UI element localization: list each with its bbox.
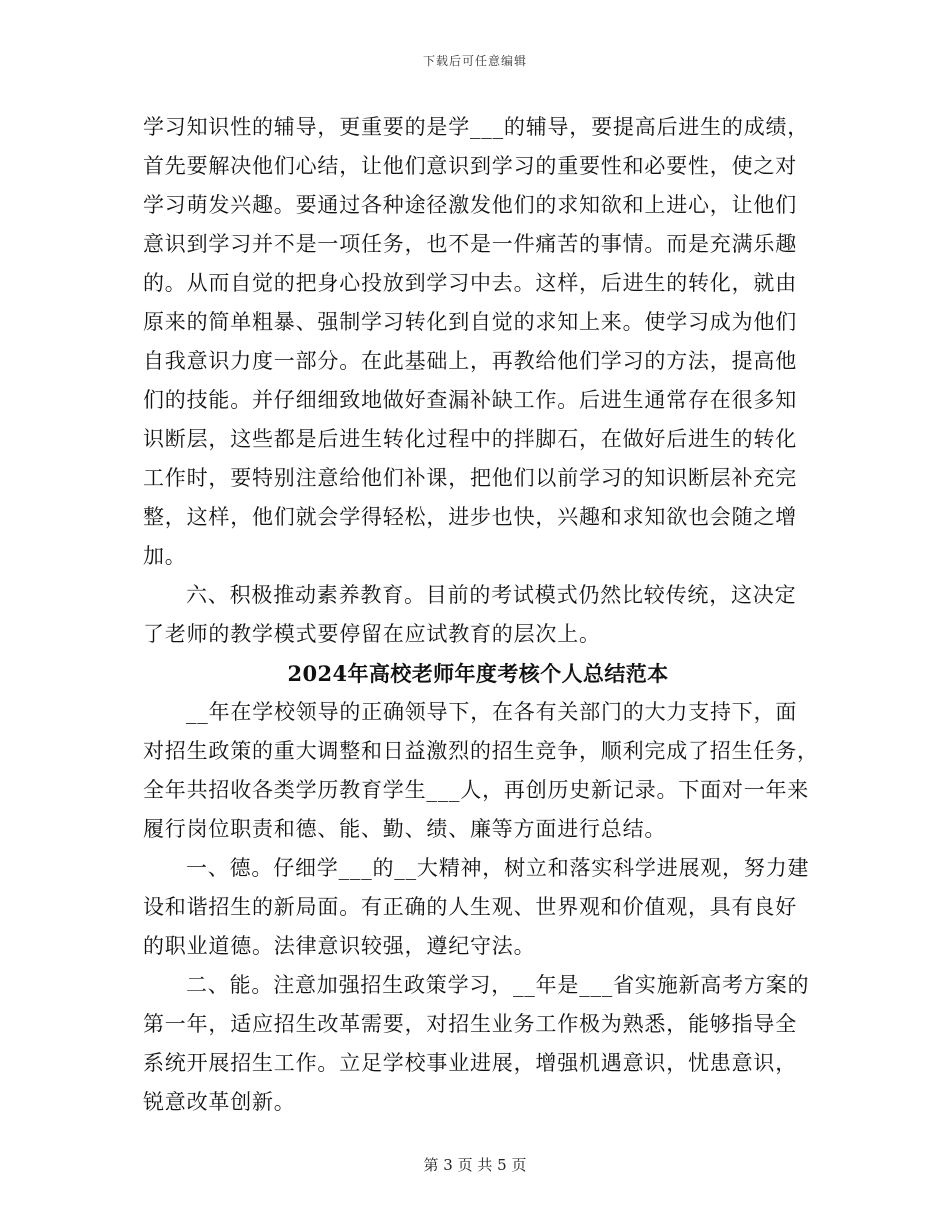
text-line: 工作时，要特别注意给他们补课，把他们以前学习的知识断层补充完 xyxy=(143,466,797,490)
text-line: 们的技能。并仔细细致地做好查漏补缺工作。后进生通常存在很多知 xyxy=(143,388,797,412)
text-line: 六、积极推动素养教育。目前的考试模式仍然比较传统，这决定 xyxy=(186,583,797,607)
document-body xyxy=(143,108,819,1122)
text-line: 的职业道德。法律意识较强，遵纪守法。 xyxy=(143,934,536,958)
text-line: 设和谐招生的新局面。有正确的人生观、世界观和价值观，具有良好 xyxy=(143,895,797,919)
text-line: 学习知识性的辅导，更重要的是学___的辅导，要提高后进生的成绩， xyxy=(143,115,810,139)
text-line: 全年共招收各类学历教育学生___人，再创历史新记录。下面对一年来 xyxy=(143,778,810,802)
text-line: 一、德。仔细学___的__大精神，树立和落实科学进展观，努力建 xyxy=(186,856,810,880)
paragraph-4 xyxy=(143,849,813,966)
paragraph-5 xyxy=(143,966,813,1122)
page-number-footer: 第 3 页 共 5 页 xyxy=(423,1156,527,1174)
text-line: 原来的简单粗暴、强制学习转化到自觉的求知上来。使学习成为他们 xyxy=(143,310,797,334)
paragraph-2 xyxy=(143,576,813,654)
text-line: __年在学校领导的正确领导下，在各有关部门的大力支持下，面 xyxy=(186,700,798,724)
text-line: 整，这样，他们就会学得轻松，进步也快，兴趣和求知欲也会随之增 xyxy=(143,505,797,529)
text-line: 加。 xyxy=(143,544,187,568)
text-line: 自我意识力度一部分。在此基础上，再教给他们学习的方法，提高他 xyxy=(143,349,797,373)
text-line: 第一年，适应招生改革需要，对招生业务工作极为熟悉，能够指导全 xyxy=(143,1012,797,1036)
paragraph-1 xyxy=(143,108,813,576)
text-line: 识断层，这些都是后进生转化过程中的拌脚石，在做好后进生的转化 xyxy=(143,427,797,451)
paragraph-3 xyxy=(143,693,819,849)
text-line: 对招生政策的重大调整和日益激烈的招生竞争，顺利完成了招生任务， xyxy=(143,739,819,763)
page-header: 下载后可任意编辑 xyxy=(422,54,527,68)
text-line: 系统开展招生工作。立足学校事业进展，增强机遇意识，忧患意识， xyxy=(143,1051,797,1075)
text-line: 了老师的教学模式要停留在应试教育的层次上。 xyxy=(143,622,601,646)
text-line: 首先要解决他们心结，让他们意识到学习的重要性和必要性，使之对 xyxy=(143,154,797,178)
text-line: 的。从而自觉的把身心投放到学习中去。这样，后进生的转化，就由 xyxy=(143,271,797,295)
text-line: 锐意改革创新。 xyxy=(143,1090,296,1114)
text-line: 意识到学习并不是一项任务，也不是一件痛苦的事情。而是充满乐趣 xyxy=(143,232,797,256)
section-title: 2024年高校老师年度考核个人总结范本 xyxy=(287,661,669,686)
text-line: 学习萌发兴趣。要通过各种途径激发他们的求知欲和上进心，让他们 xyxy=(143,193,797,217)
text-line: 履行岗位职责和德、能、勤、绩、廉等方面进行总结。 xyxy=(143,817,667,841)
text-line: 二、能。注意加强招生政策学习，__年是___省实施新高考方案的 xyxy=(186,973,810,997)
